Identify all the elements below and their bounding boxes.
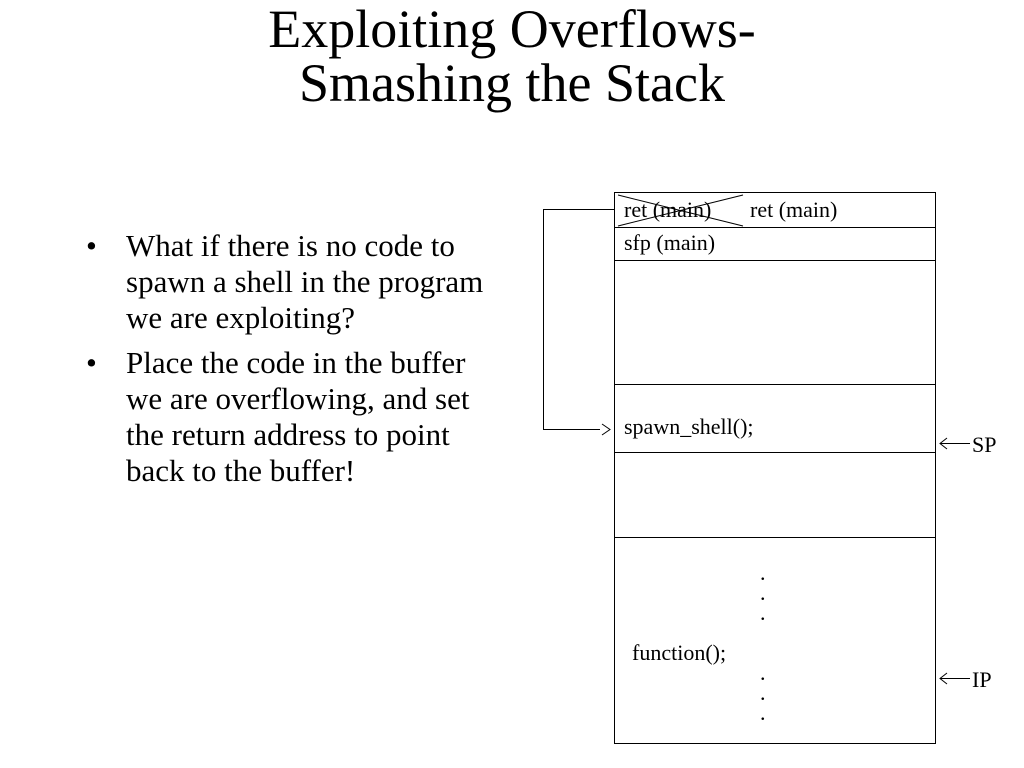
bullet-text: Place the code in the buffer we are overflowing, and set the return address to point back to the buffer!	[126, 345, 470, 488]
bullet-text: What if there is no code to spawn a shell in the program we are exploiting?	[126, 228, 484, 335]
title-line-1: Exploiting Overflows-	[268, 0, 756, 59]
return-pointer-arrowhead-icon	[602, 424, 610, 435]
bullet-dot-icon: •	[86, 345, 97, 380]
sfp-label: sfp (main)	[624, 230, 716, 255]
sp-label: SP	[972, 432, 997, 457]
spawn-shell-label: spawn_shell();	[624, 414, 754, 439]
ip-label: IP	[972, 667, 992, 692]
title-line-2: Smashing the Stack	[299, 53, 725, 113]
dot-glyph: .	[760, 680, 766, 705]
ret-old-label: ret (main)	[624, 197, 712, 222]
dot-glyph: .	[760, 560, 766, 585]
dot-glyph: .	[760, 660, 766, 685]
return-pointer-line	[544, 210, 615, 430]
function-call-label: function();	[632, 640, 727, 665]
bullet-dot-icon: •	[86, 228, 97, 263]
dot-glyph: .	[760, 580, 766, 605]
ret-new-label: ret (main)	[750, 197, 838, 222]
dot-glyph: .	[760, 700, 766, 725]
dot-glyph: .	[760, 600, 766, 625]
